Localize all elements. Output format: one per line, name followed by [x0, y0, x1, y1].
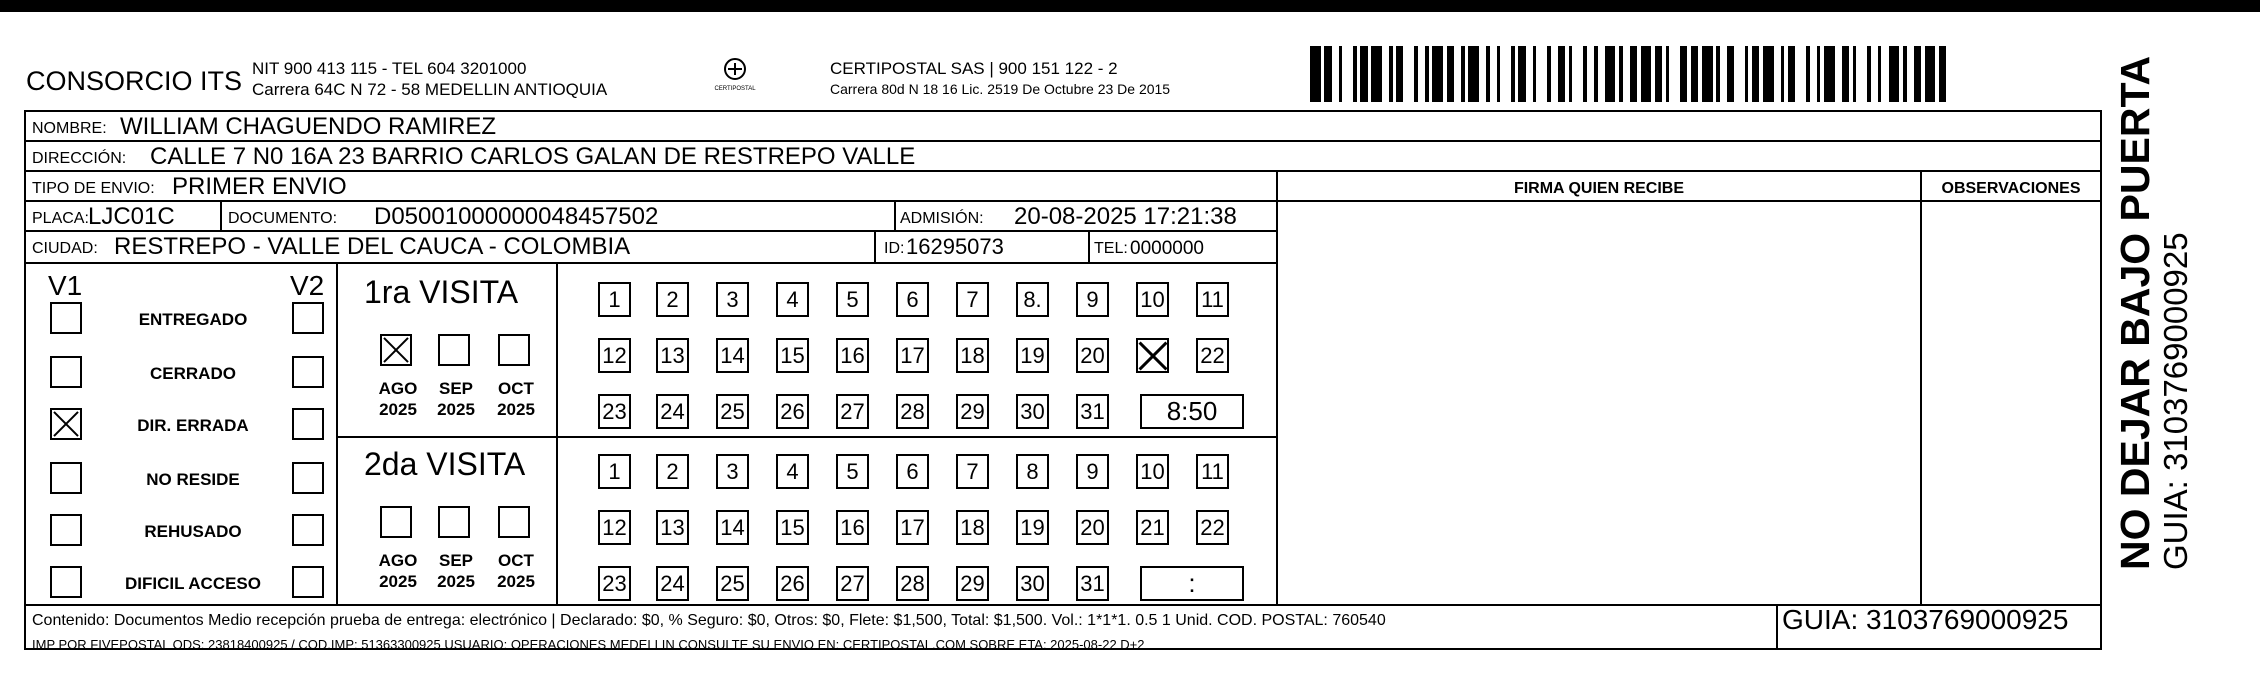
certipostal-logo [706, 54, 764, 94]
company-address: Carrera 64C N 72 - 58 MEDELLIN ANTIOQUIA [252, 80, 608, 99]
day-box[interactable]: 3 [716, 454, 749, 489]
barcode-bar [1788, 46, 1795, 102]
visit-title: 1ra VISITA [364, 274, 519, 310]
barcode-bar [1587, 46, 1594, 102]
barcode-bar [1810, 46, 1817, 102]
certipostal-nit: CERTIPOSTAL SAS | 900 151 122 - 2 [830, 59, 1118, 78]
barcode-bar [1669, 46, 1680, 102]
day-box[interactable]: 1 [598, 454, 631, 489]
barcode-bar [1536, 46, 1547, 102]
day-box[interactable]: 12 [598, 510, 631, 545]
day-box[interactable]: 19 [1016, 510, 1049, 545]
divider [336, 264, 338, 606]
divider [1088, 232, 1090, 264]
day-box[interactable]: 8. [1016, 282, 1049, 317]
day-box[interactable]: 4 [776, 282, 809, 317]
day-box[interactable]: 10 [1136, 282, 1169, 317]
day-box[interactable]: 24 [656, 394, 689, 429]
direccion-value: CALLE 7 N0 16A 23 BARRIO CARLOS GALAN DE RESTREPO VALLE [150, 143, 916, 170]
placa-value: LJC01C [88, 203, 175, 230]
status-label: DIR. ERRADA [137, 416, 249, 435]
day-box[interactable]: 4 [776, 454, 809, 489]
day-box[interactable]: 14 [716, 338, 749, 373]
barcode-bar [1551, 46, 1558, 102]
day-box[interactable]: 8 [1016, 454, 1049, 489]
barcode-bar [1447, 46, 1454, 102]
day-box[interactable]: 18 [956, 338, 989, 373]
month-checkbox[interactable] [380, 334, 412, 366]
day-box[interactable]: 21 [1136, 510, 1169, 545]
barcode-bar [1324, 46, 1331, 102]
barcode-bar [1623, 46, 1630, 102]
day-box[interactable]: 19 [1016, 338, 1049, 373]
day-box[interactable]: 11 [1196, 282, 1229, 317]
direccion-label: DIRECCIÓN: [32, 150, 127, 167]
day-box[interactable]: 9 [1076, 282, 1109, 317]
month-checkbox[interactable] [380, 506, 412, 538]
v2-checkbox-4[interactable] [292, 514, 324, 546]
day-box[interactable]: 30 [1016, 394, 1049, 429]
barcode-bar [1939, 46, 1946, 102]
month-year: 2025 [437, 572, 475, 591]
barcode-bar [1572, 46, 1583, 102]
barcode-bar [1655, 46, 1662, 102]
id-label: ID: [884, 240, 905, 257]
row-direccion [26, 142, 2100, 172]
day-box[interactable]: 15 [776, 338, 809, 373]
barcode-bar [1598, 46, 1605, 102]
barcode-bar [1795, 46, 1806, 102]
barcode-bar [1774, 46, 1781, 102]
barcode-bar [1734, 46, 1745, 102]
barcode-bar [1727, 46, 1734, 102]
month-year: 2025 [379, 400, 417, 419]
month-name: OCT [498, 551, 534, 570]
v1-checkbox-4[interactable] [50, 514, 82, 546]
barcode-bar [1500, 46, 1511, 102]
month-label [372, 550, 424, 592]
day-box[interactable]: 28 [896, 394, 929, 429]
row-placa [26, 202, 1278, 232]
day-box[interactable]: 28 [896, 566, 929, 601]
day-box[interactable]: 13 [656, 510, 689, 545]
status-label: REHUSADO [144, 522, 242, 541]
tel-label: TEL: [1094, 240, 1128, 257]
day-box[interactable]: 27 [836, 566, 869, 601]
day-box[interactable]: 7 [956, 454, 989, 489]
barcode-bar [1842, 46, 1849, 102]
day-box[interactable]: 20 [1076, 510, 1109, 545]
barcode-bar [1720, 46, 1727, 102]
day-box[interactable]: 25 [716, 566, 749, 601]
month-year: 2025 [497, 400, 535, 419]
barcode-bar [1360, 46, 1367, 102]
day-box[interactable]: 29 [956, 566, 989, 601]
month-checkbox[interactable] [498, 334, 530, 366]
barcode-bar [1824, 46, 1835, 102]
status-label: NO RESIDE [146, 470, 240, 489]
barcode-bar [1914, 46, 1921, 102]
barcode-bar [1396, 46, 1403, 102]
day-box[interactable]: 31 [1076, 394, 1109, 429]
tipo-value: PRIMER ENVIO [172, 173, 347, 200]
day-box[interactable]: 24 [656, 566, 689, 601]
day-box[interactable]: 7 [956, 282, 989, 317]
v1-checkbox-2[interactable] [50, 408, 82, 440]
top-border [0, 0, 2260, 12]
barcode-bar [1907, 46, 1914, 102]
month-checkbox[interactable] [498, 506, 530, 538]
month-label [490, 550, 542, 592]
barcode-bar [1630, 46, 1637, 102]
company-info [252, 58, 607, 100]
divider [556, 264, 558, 606]
barcode-bar [1881, 46, 1888, 102]
day-box[interactable]: 22 [1196, 510, 1229, 545]
nombre-value: WILLIAM CHAGUENDO RAMIREZ [120, 113, 497, 140]
v2-checkbox-1[interactable] [292, 356, 324, 388]
day-box[interactable]: 15 [776, 510, 809, 545]
day-box[interactable]: 30 [1016, 566, 1049, 601]
footer-imp: IMP POR FIVEPOSTAL ODS: 23818400925 / COD.IMP: 51363300925 USUARIO: OPERACIONES MEDELLIN CONSULTE SU ENVIO EN: CERTIPOSTAL.COM SOBRE ETA: 2025-08-22 D+2 [32, 637, 1145, 652]
barcode-bar [1382, 46, 1389, 102]
day-box[interactable]: 20 [1076, 338, 1109, 373]
divider [894, 202, 896, 232]
day-box[interactable]: 9 [1076, 454, 1109, 489]
row-ciudad [26, 232, 1278, 264]
day-box[interactable]: 13 [656, 338, 689, 373]
divider [220, 202, 222, 232]
month-label [430, 550, 482, 592]
v1-checkbox-0[interactable] [50, 302, 82, 334]
time-box[interactable]: 8:50 [1140, 394, 1244, 429]
company-name: CONSORCIO ITS [26, 66, 243, 96]
barcode-bar [1418, 46, 1425, 102]
day-box[interactable]: 27 [836, 394, 869, 429]
v1-label: V1 [48, 270, 83, 301]
barcode-bar [1763, 46, 1774, 102]
barcode-bar [1558, 46, 1565, 102]
day-box[interactable]: 17 [896, 510, 929, 545]
company-nit: NIT 900 413 115 - TEL 604 3201000 [252, 59, 527, 78]
month-label [430, 378, 482, 420]
day-box[interactable]: 6 [896, 282, 929, 317]
day-box[interactable]: 16 [836, 338, 869, 373]
day-box[interactable]: 23 [598, 394, 631, 429]
ciudad-value: RESTREPO - VALLE DEL CAUCA - COLOMBIA [114, 233, 631, 260]
day-box[interactable]: 12 [598, 338, 631, 373]
barcode-bar [1946, 46, 1950, 102]
month-name: SEP [438, 551, 474, 570]
barcode-bar [1702, 46, 1713, 102]
admision-label: ADMISIÓN: [900, 210, 984, 227]
month-label [490, 378, 542, 420]
observaciones-header: OBSERVACIONES [1941, 180, 2081, 197]
barcode-bar [1479, 46, 1486, 102]
barcode-bar [1403, 46, 1414, 102]
day-box[interactable]: 26 [776, 394, 809, 429]
day-box[interactable]: 25 [716, 394, 749, 429]
day-box[interactable]: 10 [1136, 454, 1169, 489]
barcode-bar [1871, 46, 1878, 102]
v1-checkbox-1[interactable] [50, 356, 82, 388]
barcode-bar [1342, 46, 1353, 102]
status-label: CERRADO [150, 364, 236, 383]
month-name: SEP [438, 379, 474, 398]
row-nombre [26, 112, 2100, 142]
barcode-bar [1889, 46, 1900, 102]
placa-label: PLACA: [32, 210, 89, 227]
month-year: 2025 [437, 400, 475, 419]
day-box[interactable]: 1 [598, 282, 631, 317]
barcode-bar [1526, 46, 1533, 102]
day-box[interactable]: 29 [956, 394, 989, 429]
month-year: 2025 [497, 572, 535, 591]
day-box[interactable]: 5 [836, 454, 869, 489]
barcode-bar [1680, 46, 1687, 102]
barcode-bar [1691, 46, 1698, 102]
certipostal-address: Carrera 80d N 18 16 Lic. 2519 De Octubre 23 De 2015 [830, 81, 1171, 97]
day-box[interactable]: 16 [836, 510, 869, 545]
v2-checkbox-0[interactable] [292, 302, 324, 334]
day-box[interactable]: 17 [896, 338, 929, 373]
v2-checkbox-5[interactable] [292, 566, 324, 598]
v2-checkbox-3[interactable] [292, 462, 324, 494]
day-box[interactable]: 18 [956, 510, 989, 545]
divider [1276, 172, 1278, 606]
id-value: 16295073 [906, 234, 1004, 259]
divider [1276, 200, 2100, 202]
day-box[interactable]: 2 [656, 282, 689, 317]
barcode-bar [1490, 46, 1497, 102]
month-name: OCT [498, 379, 534, 398]
day-box[interactable]: 2 [656, 454, 689, 489]
row-tipo-envio [26, 172, 1278, 202]
divider [336, 436, 1276, 438]
admision-value: 20-08-2025 17:21:38 [1014, 203, 1237, 230]
barcode-bar [1332, 46, 1339, 102]
month-label [372, 378, 424, 420]
day-box[interactable]: 26 [776, 566, 809, 601]
barcode-bar [1605, 46, 1616, 102]
tel-value: 0000000 [1130, 238, 1204, 259]
guia-number: GUIA: 3103769000925 [1782, 604, 2069, 635]
certipostal-info [830, 58, 1170, 100]
barcode-bar [1432, 46, 1443, 102]
logo-text: CERTIPOSTAL [714, 86, 756, 92]
day-box[interactable]: 11 [1196, 454, 1229, 489]
barcode-bar [1641, 46, 1652, 102]
day-box[interactable]: 22 [1196, 338, 1229, 373]
day-box[interactable]: 31 [1076, 566, 1109, 601]
barcode [1310, 46, 1950, 102]
month-name: AGO [378, 379, 418, 398]
divider [1776, 604, 1778, 650]
month-year: 2025 [379, 572, 417, 591]
tipo-label: TIPO DE ENVIO: [32, 180, 155, 197]
day-box[interactable] [1136, 338, 1169, 373]
v1-checkbox-5[interactable] [50, 566, 82, 598]
barcode-bar [1752, 46, 1759, 102]
ciudad-label: CIUDAD: [32, 240, 98, 257]
divider [1920, 172, 1922, 606]
month-checkbox[interactable] [438, 334, 470, 366]
barcode-bar [1371, 46, 1382, 102]
day-box[interactable]: 23 [598, 566, 631, 601]
documento-value: D05001000000048457502 [374, 203, 659, 230]
month-checkbox[interactable] [438, 506, 470, 538]
barcode-bar [1925, 46, 1936, 102]
side-no-dejar: NO DEJAR BAJO PUERTA [2112, 55, 2158, 570]
side-notice [2112, 56, 2194, 570]
footer-contenido: Contenido: Documentos Medio recepción prueba de entrega: electrónico | Declarado: $0, % Seguro: $0, Otros: $0, Flete: $1,500, Total: $1,500. Vol.: 1*1*1. 0.5 1 Unid. COD. POSTAL: 760540 [32, 612, 1386, 629]
barcode-bar [1835, 46, 1842, 102]
day-box[interactable]: 6 [896, 454, 929, 489]
day-box[interactable]: 3 [716, 282, 749, 317]
side-guia: GUIA: 3103769000925 [2157, 232, 2194, 570]
v2-label: V2 [290, 270, 325, 301]
status-label: ENTREGADO [138, 310, 248, 329]
barcode-bar [1454, 46, 1461, 102]
divider [874, 232, 876, 264]
nombre-label: NOMBRE: [32, 120, 107, 137]
day-box[interactable]: 14 [716, 510, 749, 545]
barcode-bar [1310, 46, 1321, 102]
time-box[interactable]: : [1140, 566, 1244, 601]
barcode-bar [1518, 46, 1525, 102]
barcode-bar [1468, 46, 1479, 102]
month-name: AGO [378, 551, 418, 570]
day-box[interactable]: 5 [836, 282, 869, 317]
v1-checkbox-3[interactable] [50, 462, 82, 494]
barcode-bar [1856, 46, 1867, 102]
status-label: DIFICIL ACCESO [124, 574, 261, 593]
documento-label: DOCUMENTO: [228, 210, 338, 227]
v2-checkbox-2[interactable] [292, 408, 324, 440]
visit-title: 2da VISITA [364, 446, 526, 482]
firma-header: FIRMA QUIEN RECIBE [1513, 180, 1685, 197]
